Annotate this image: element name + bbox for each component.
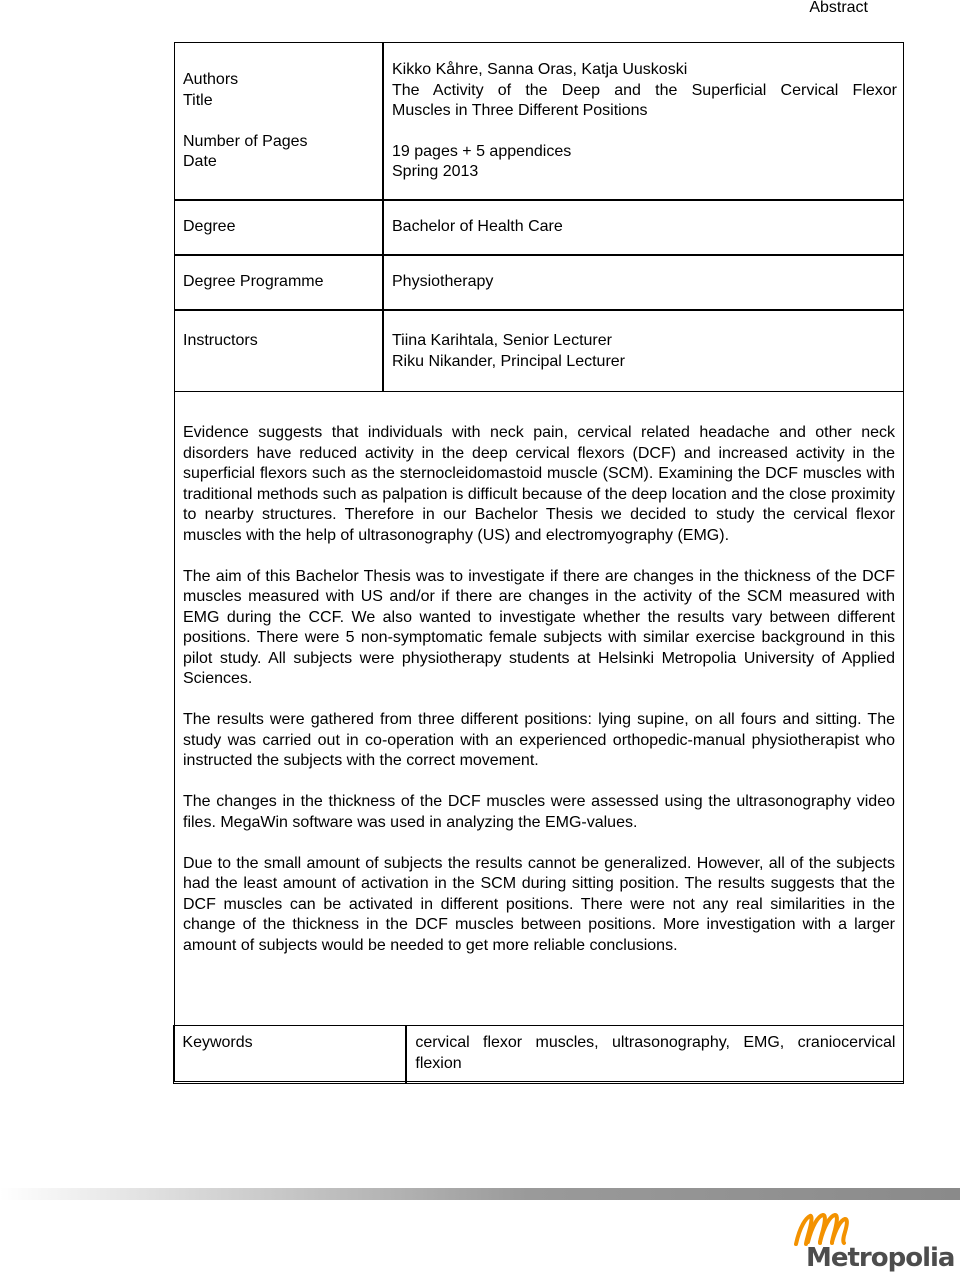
authors-label: Authors <box>183 71 239 88</box>
logo-text: Metropolia <box>806 1243 955 1273</box>
date-value: Spring 2013 <box>392 163 479 180</box>
pages-label: Number of Pages <box>183 132 308 150</box>
instructors-label: Instructors <box>183 332 258 349</box>
authors-value: Kikko Kåhre, Sanna Oras, Katja Uuskoski <box>392 61 688 78</box>
degree-value: Bachelor of Health Care <box>392 218 563 235</box>
title-value-line2: Muscles in Three Different Positions <box>392 102 648 119</box>
column-divider <box>405 1026 407 1083</box>
column-divider <box>382 43 384 392</box>
row-divider <box>175 309 903 311</box>
row-divider <box>175 199 903 201</box>
keywords-table <box>173 1025 904 1084</box>
footer-bar <box>0 1188 960 1200</box>
abstract-paragraph: Due to the small amount of subjects the results cannot be generalized. However, all of the subjects had the least amount of activation in the SCM during sitting position. The results suggests that the DCF muscles can be activated in different positions. There were not any real similarities in the change of the thickness in the DCF muscles between positions. More investigation with a larger amount of subjects would be needed to get more reliable conclusions. <box>183 854 895 954</box>
programme-label: Degree Programme <box>183 273 324 290</box>
page-section-label: Abstract <box>809 0 868 16</box>
abstract-form <box>174 42 904 1082</box>
abstract-paragraph: The changes in the thickness of the DCF muscles were assessed using the ultrasonography video files. MegaWin software was used in analyzing the EMG-values. <box>183 793 895 831</box>
date-label: Date <box>183 153 217 170</box>
pages-value: 19 pages + 5 appendices <box>392 142 572 160</box>
instructor-1: Tiina Karihtala, Senior Lecturer <box>392 332 612 349</box>
title-label: Title <box>183 91 213 109</box>
row-divider <box>175 254 903 256</box>
metadata-table <box>175 43 903 392</box>
degree-label: Degree <box>183 218 236 235</box>
abstract-paragraph: The aim of this Bachelor Thesis was to investigate if there are changes in the thickness of the DCF muscles measured with US and/or if there are changes in the activity of the SCM measured with EMG during the CCF. We also wanted to investigate whether the results vary between different positions. There were 5 non-symptomatic female subjects with similar exercise background in this pilot study. All subjects were physiotherapy students at Helsinki Metropolia University of Applied Sciences. <box>183 567 895 687</box>
instructor-2: Riku Nikander, Principal Lecturer <box>392 352 625 370</box>
keywords-label: Keywords <box>182 1034 253 1051</box>
keywords-value: cervical flexor muscles, ultrasonography, EMG, craniocervical flexion <box>415 1034 896 1072</box>
programme-value: Physiotherapy <box>392 273 494 290</box>
abstract-paragraph: The results were gathered from three different positions: lying supine, on all fours and sitting. The study was carried out in co-operation with an experienced orthopedic-manual physiotherapist who instructed the subjects with the correct movement. <box>183 711 895 769</box>
abstract-body <box>183 423 895 977</box>
abstract-paragraph: Evidence suggests that individuals with neck pain, cervical related headache and other neck disorders have reduced activity in the deep cervical flexors (DCF) and increased activity in the superficial flexors such as the sternocleidomastoid muscle (SCM). Examining the DCF muscles with traditional methods such as palpation is difficult because of the deep location and the close proximity to nearby structures. Therefore in our Bachelor Thesis we decided to study the cervical flexor muscles with the help of ultrasonography (US) and electromyography (EMG). <box>183 424 895 544</box>
title-value-line1: The Activity of the Deep and the Superficial Cervical Flexor <box>392 81 897 99</box>
